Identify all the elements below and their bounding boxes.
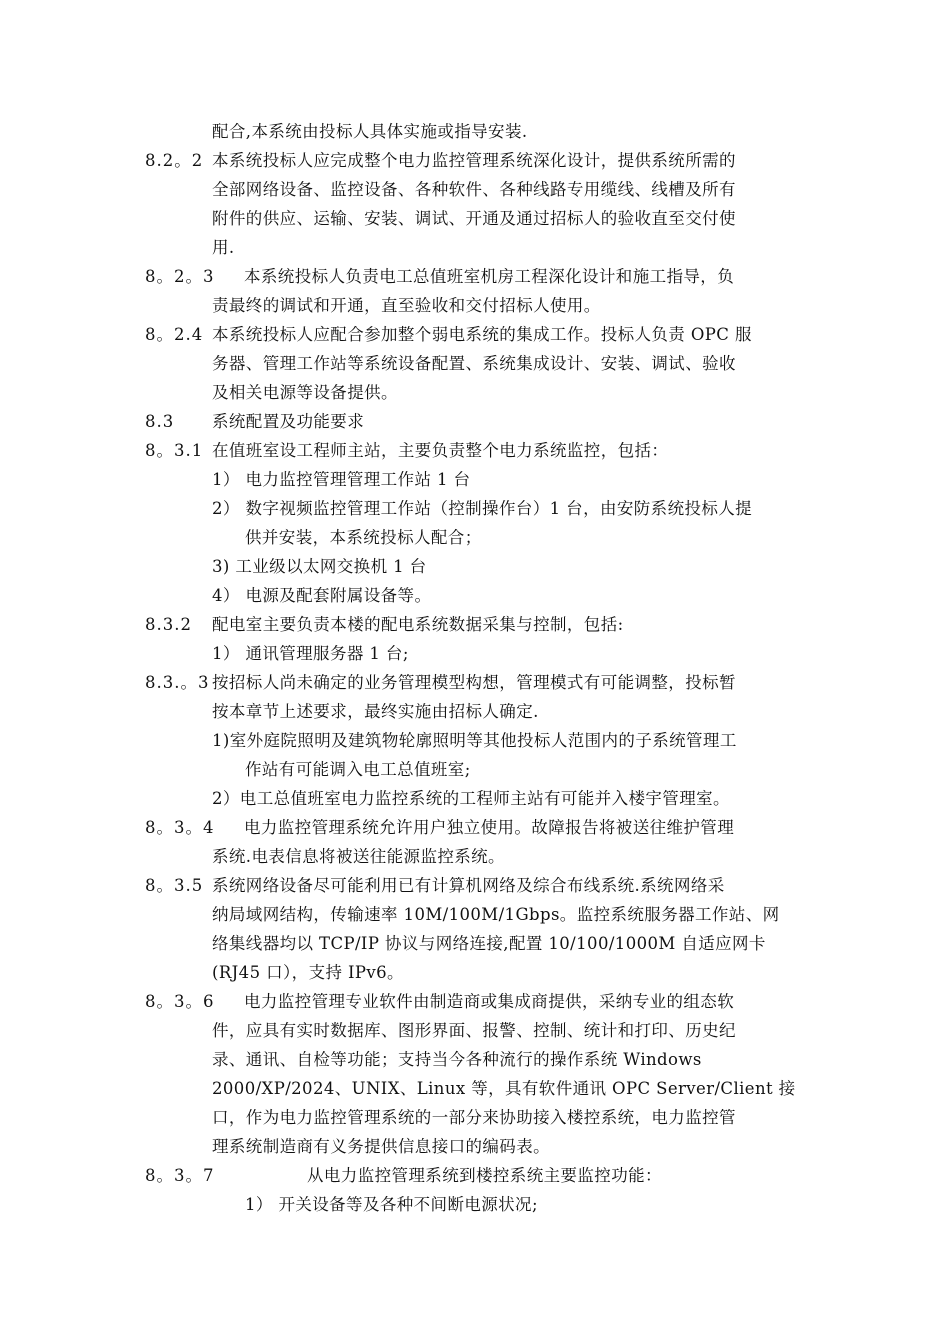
paragraph-line: 口，作为电力监控管理系统的一部分来协助接入楼控系统，电力监控管 [212, 1108, 736, 1127]
paragraph-line: 本系统投标人应配合参加整个弱电系统的集成工作。投标人负责 OPC 服 [212, 325, 752, 344]
list-item: 供并安装，本系统投标人配合； [245, 528, 482, 547]
section-number: 8。3.5 [145, 876, 204, 895]
section-number: 8。3。7 [145, 1166, 215, 1185]
paragraph-line: 录、通讯、自检等功能；支持当今各种流行的操作系统 Windows [212, 1050, 702, 1069]
paragraph-line: 络集线器均以 TCP/IP 协议与网络连接,配置 10/100/1000M 自适应网卡 [212, 934, 766, 953]
list-item: 2）电工总值班室电力监控系统的工程师主站有可能并入楼宇管理室。 [212, 789, 730, 808]
list-item: 作站有可能调入电工总值班室; [245, 760, 471, 779]
paragraph-line: 理系统制造商有义务提供信息接口的编码表。 [212, 1137, 550, 1156]
paragraph-line: 件，应具有实时数据库、图形界面、报警、控制、统计和打印、历史纪 [212, 1021, 736, 1040]
paragraph-line: 系统网络设备尽可能利用已有计算机网络及综合布线系统.系统网络采 [212, 876, 725, 895]
paragraph-line: 附件的供应、运输、安装、调试、开通及通过招标人的验收直至交付使 [212, 209, 736, 228]
list-item: 1） 开关设备等及各种不间断电源状况; [245, 1195, 538, 1214]
section-number: 8.3.2 [145, 615, 192, 634]
list-item: 4） 电源及配套附属设备等。 [212, 586, 432, 605]
paragraph-line: 本系统投标人负责电工总值班室机房工程深化设计和施工指导，负 [244, 267, 735, 286]
paragraph-line: 按招标人尚未确定的业务管理模型构想，管理模式有可能调整，投标暂 [212, 673, 736, 692]
list-item: 1） 通讯管理服务器 1 台; [212, 644, 409, 663]
paragraph-line: 全部网络设备、监控设备、各种软件、各种线路专用缆线、线槽及所有 [212, 180, 736, 199]
list-item: 1)室外庭院照明及建筑物轮廓照明等其他投标人范围内的子系统管理工 [212, 731, 737, 750]
section-number: 8.3.。3 [145, 673, 210, 692]
paragraph-line: 电力监控管理系统允许用户独立使用。故障报告将被送往维护管理 [244, 818, 735, 837]
paragraph-line: 从电力监控管理系统到楼控系统主要监控功能： [307, 1166, 662, 1185]
paragraph-line: 及相关电源等设备提供。 [212, 383, 398, 402]
paragraph-line: 在值班室设工程师主站，主要负责整个电力系统监控，包括： [212, 441, 669, 460]
paragraph-line: 2000/XP/2024、UNIX、Linux 等，具有软件通讯 OPC Server/Client 接 [212, 1079, 796, 1098]
paragraph-line: 配电室主要负责本楼的配电系统数据采集与控制，包括: [212, 615, 624, 634]
paragraph-line: 责最终的调试和开通，直至验收和交付招标人使用。 [212, 296, 601, 315]
section-number: 8.2。2 [145, 151, 204, 170]
section-heading: 系统配置及功能要求 [212, 412, 365, 431]
section-number: 8。3。6 [145, 992, 215, 1011]
paragraph-line: 纳局域网结构，传输速率 10M/100M/1Gbps。监控系统服务器工作站、网 [212, 905, 780, 924]
paragraph-line: 电力监控管理专业软件由制造商或集成商提供，采纳专业的组态软 [244, 992, 735, 1011]
list-item: 1） 电力监控管理管理工作站 1 台 [212, 470, 471, 489]
paragraph-line: (RJ45 口），支持 IPv6。 [212, 963, 404, 982]
paragraph-line: 用. [212, 238, 235, 257]
section-number: 8。2.4 [145, 325, 204, 344]
paragraph-line: 务器、管理工作站等系统设备配置、系统集成设计、安装、调试、验收 [212, 354, 736, 373]
paragraph-line: 系统.电表信息将被送往能源监控系统。 [212, 847, 505, 866]
section-number: 8。3.1 [145, 441, 204, 460]
list-item: 3) 工业级以太网交换机 1 台 [212, 557, 427, 576]
list-item: 2） 数字视频监控管理工作站（控制操作台）1 台，由安防系统投标人提 [212, 499, 753, 518]
section-number: 8.3 [145, 412, 175, 431]
paragraph-line: 按本章节上述要求，最终实施由招标人确定. [212, 702, 539, 721]
paragraph-line: 配合,本系统由投标人具体实施或指导安装. [212, 122, 528, 141]
section-number: 8。2。3 [145, 267, 215, 286]
paragraph-line: 本系统投标人应完成整个电力监控管理系统深化设计，提供系统所需的 [212, 151, 736, 170]
section-number: 8。3。4 [145, 818, 215, 837]
